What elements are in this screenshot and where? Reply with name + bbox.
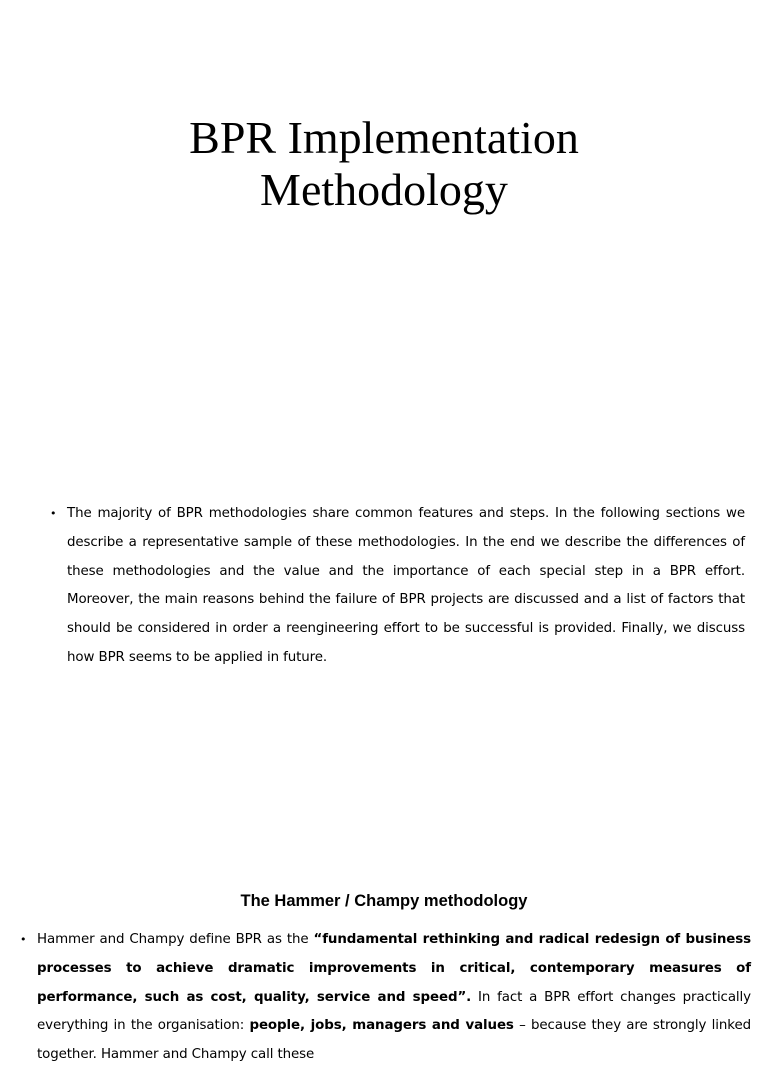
slide-title-line-1: BPR Implementation (189, 112, 579, 163)
intro-paragraph-text: The majority of BPR methodologies share common features and steps. In the following sections we describe a representative sample of these methodologies. In the end we describe the differences of these methodologies and the value and the importance of each special step in a BPR effort. Moreover, the main reasons behind the failure of BPR projects are discussed and a list of factors that should be considered in order a reengineering effort to be successful is provided. Finally, we discuss how BPR seems to be applied in future. (67, 506, 745, 665)
slide-title (0, 112, 768, 216)
bpr-definition-quote: “fundamental rethinking and radical redesign of business processes to achieve dramatic improvements in critical, contemporary measures of performance, such as cost, quality, service and speed”. (37, 932, 751, 1005)
slide-title-line-2: Methodology (260, 164, 508, 215)
section-heading: The Hammer / Champy methodology (240, 892, 528, 910)
hammer-text-after: In fact a BPR effort changes practically everything in the organisation: (37, 989, 751, 1034)
hammer-text-before: Hammer and Champy define BPR as the (37, 932, 314, 947)
hammer-text-tail: – because they are strongly linked together. Hammer and Champy call these (37, 1018, 751, 1063)
intro-bullet-paragraph (50, 500, 745, 673)
bullet-icon: • (20, 933, 27, 946)
bullet-icon: • (50, 507, 57, 520)
hammer-emphasis: people, jobs, managers and values (249, 1018, 514, 1034)
hammer-champy-bullet-paragraph (20, 926, 751, 1070)
